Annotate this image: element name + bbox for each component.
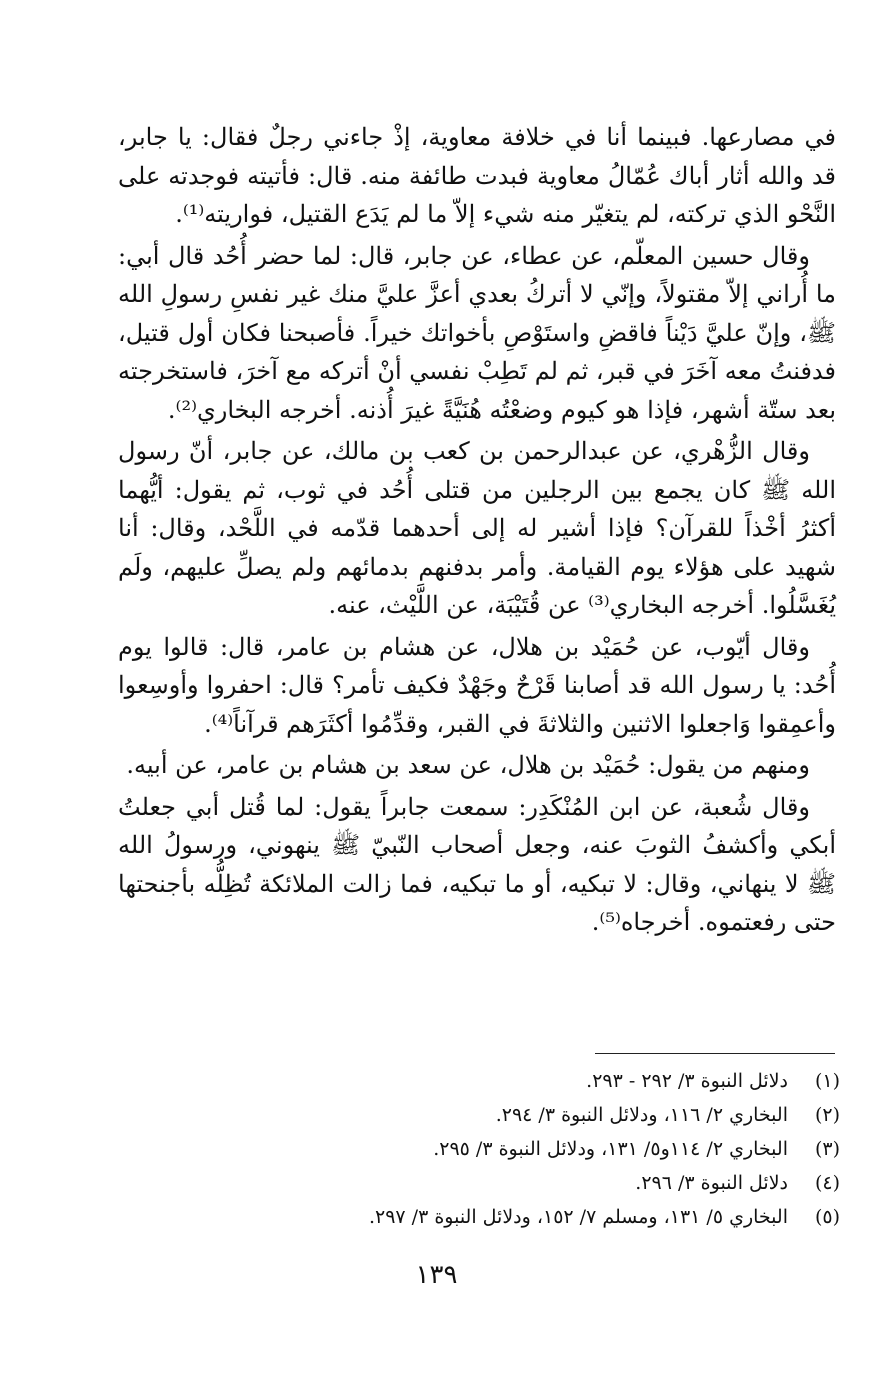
paragraph: في مصارعها. فبينما أنا في خلافة معاوية، إذْ جاءني رجلٌ فقال: يا جابر، قد والله أثار أباك عُمّالُ معاوية فبدت طائفة منه. قال: فأتيته فوجدته على النَّحْو الذي تركته، لم يتغيّر منه شيء إلاّ ما لم يَدَع القتيل، فواريته⁽¹⁾.	[118, 123, 836, 228]
paragraph: وقال شُعبة، عن ابن المُنْكَدِر: سمعت جابراً يقول: لما قُتل أبي جعلتُ أبكي وأكشفُ الثوبَ عنه، وجعل أصحاب النّبيّ ﷺ ينهوني، ورسولُ الله ﷺ لا ينهاني، وقال: لا تبكيه، أو ما تبكيه، فما زالت الملائكة تُظِلُّه بأجنحتها حتى رفعتموه. أخرجاه⁽⁵⁾.	[118, 792, 836, 936]
main-text	[118, 118, 836, 945]
footnote	[150, 1064, 840, 1098]
footnote	[150, 1200, 840, 1234]
footnote-number: (٣)	[814, 1138, 840, 1160]
paragraph: ومنهم من يقول: حُمَيْد بن هلال، عن سعد بن هشام بن عامر، عن أبيه.	[126, 751, 810, 779]
footnote-number: (٤)	[814, 1172, 840, 1194]
footnote-separator	[595, 1053, 835, 1054]
footnote-text: البخاري ٢/ ١١٤و٥/ ١٣١، ودلائل النبوة ٣/ ٢٩٥.	[433, 1138, 788, 1160]
paragraph: وقال أيّوب، عن حُمَيْد بن هلال، عن هشام بن عامر، قال: قالوا يوم أُحُد: يا رسول الله قد أصابنا قَرْحٌ وجَهْدٌ فكيف تأمر؟ قال: احفروا وأوسِعوا وأعمِقوا وَاجعلوا الاثنين والثلاثةَ في القبر، وقدِّمُوا أكثَرَهم قرآناً⁽⁴⁾.	[118, 632, 836, 738]
footnote	[150, 1166, 840, 1200]
page-number: ١٣٩	[415, 1260, 458, 1290]
footnote-text: دلائل النبوة ٣/ ٢٩٦.	[635, 1172, 788, 1194]
footnote-text: دلائل النبوة ٣/ ٢٩٢ - ٢٩٣.	[586, 1070, 788, 1092]
footnote-text: البخاري ٢/ ١١٦، ودلائل النبوة ٣/ ٢٩٤.	[495, 1104, 788, 1126]
footnote-number: (٢)	[814, 1104, 840, 1126]
footnote	[150, 1132, 840, 1166]
footnote-number: (٥)	[814, 1206, 840, 1228]
paragraph: وقال حسين المعلّم، عن عطاء، عن جابر، قال: لما حضر أُحُد قال أبي: ما أُراني إلاّ مقتولاً، وإنّي لا أتركُ بعدي أعزَّ عليَّ منك غير نفسِ رسولِ الله ﷺ، وإنّ عليَّ دَيْناً فاقضِ واستَوْصِ بأخواتك خيراً. فأصبحنا فكان أول قتيل، فدفنتُ معه آخَرَ في قبر، ثم لم تَطِبْ نفسي أنْ أتركه مع آخرَ، فاستخرجته بعد ستّة أشهر، فإذا هو كيوم وضعْتُه هُنَيَّةً غيرَ أُذنه. أخرجه البخاري⁽²⁾.	[118, 241, 836, 424]
footnote-text: البخاري ٥/ ١٣١، ومسلم ٧/ ١٥٢، ودلائل النبوة ٣/ ٢٩٧.	[368, 1206, 788, 1228]
paragraph: وقال الزُّهْري، عن عبدالرحمن بن كعب بن مالك، عن جابر، أنّ رسول الله ﷺ كان يجمع بين الرجلين من قتلى أُحُد في ثوب، ثم يقول: أيُّهما أكثرُ أخْذاً للقرآن؟ فإذا أشير له إلى أحدهما قدّمه في اللَّحْد، وقال: أنا شهيد على هؤلاء يوم القيامة. وأمر بدفنهم بدمائهم ولم يصلِّ عليهم، ولَم يُغَسَّلُوا. أخرجه البخاري⁽³⁾ عن قُتَيْبَة، عن اللَّيْث، عنه.	[118, 437, 836, 619]
footnote	[150, 1098, 840, 1132]
footnotes	[150, 1064, 840, 1234]
footnote-number: (١)	[814, 1070, 840, 1092]
